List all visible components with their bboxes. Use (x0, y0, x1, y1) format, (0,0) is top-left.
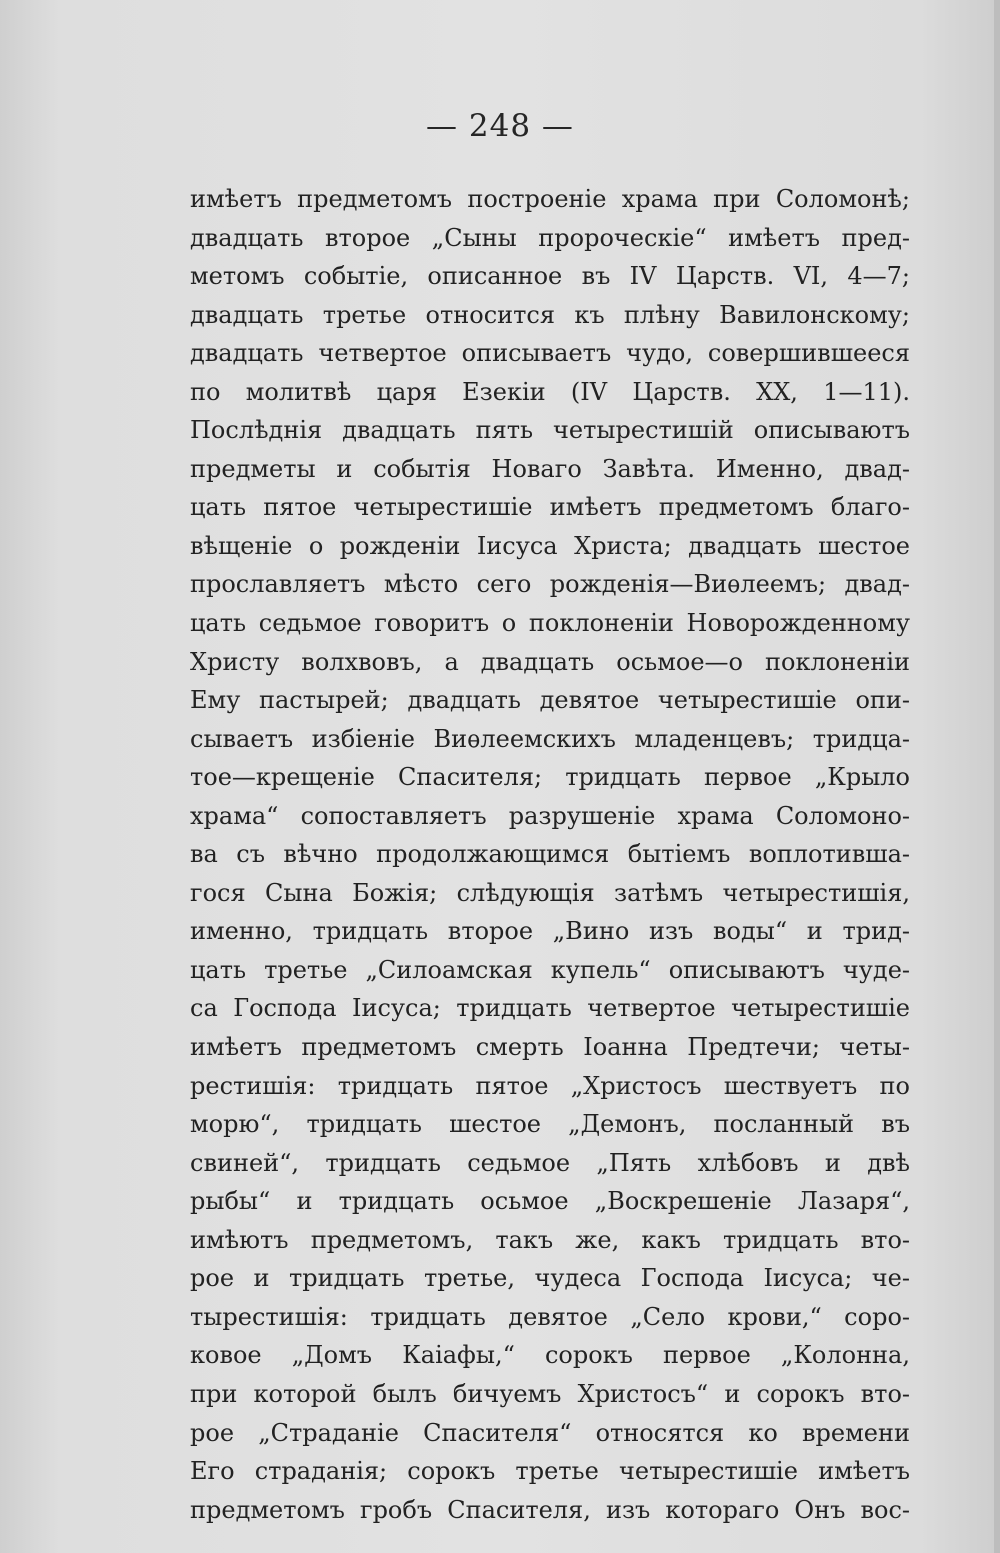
text-line: сываетъ избіеніе Виѳлеемскихъ младенцевъ; тридца- (190, 724, 910, 753)
text-line: метомъ событіе, описанное въ IV Царств. VI, 4—7; (190, 262, 910, 291)
text-line: тое—крещеніе Спасителя; тридцать первое „Крыло (190, 763, 910, 792)
text-line: двадцать третье относится къ плѣну Вавилонскому; (190, 300, 910, 329)
page-edge (994, 0, 1000, 1553)
text-line: предметы и событія Новаго Завѣта. Именно, двад- (190, 454, 910, 483)
page-number: — 248 — (426, 108, 574, 144)
text-line: рестишія: тридцать пятое „Христосъ шествуетъ по (190, 1071, 910, 1100)
text-line: морю“, тридцать шестое „Демонъ, посланный въ (190, 1110, 910, 1139)
text-line: Христу волхвовъ, а двадцать осьмое—о поклоненіи (190, 647, 910, 676)
text-line: прославляетъ мѣсто сего рожденія—Виѳлеемъ; двад- (190, 570, 910, 599)
text-line: рое „Страданіе Спасителя“ относятся ко времени (190, 1418, 910, 1447)
text-line: ковое „Домъ Каіафы,“ сорокъ первое „Колонна, (190, 1341, 910, 1370)
text-line: при которой былъ бичуемъ Христосъ“ и сорокъ вто- (190, 1379, 910, 1408)
text-line: цать пятое четырестишіе имѣетъ предметомъ благо- (190, 493, 910, 522)
body-text (190, 180, 910, 1529)
text-line: храма“ сопоставляетъ разрушеніе храма Соломоно- (190, 801, 910, 830)
text-line: тырестишія: тридцать девятое „Село крови,“ соро- (190, 1302, 910, 1331)
text-line: Ему пастырей; двадцать девятое четырестишіе опи- (190, 686, 910, 715)
text-line: ва съ вѣчно продолжающимся бытіемъ воплотивша- (190, 840, 910, 869)
text-line: двадцать четвертое описываетъ чудо, совершившееся (190, 339, 910, 368)
text-line: вѣщеніе о рожденіи Іисуса Христа; двадцать шестое (190, 531, 910, 560)
text-line: двадцать второе „Сыны пророческіе“ имѣетъ пред- (190, 223, 910, 252)
text-line: именно, тридцать второе „Вино изъ воды“ и трид- (190, 917, 910, 946)
text-line: цать третье „Силоамская купель“ описываютъ чуде- (190, 955, 910, 984)
text-line: по молитвѣ царя Езекіи (IV Царств. XX, 1—11). (190, 377, 910, 406)
text-line: имѣетъ предметомъ построеніе храма при Соломонѣ; (190, 185, 910, 213)
text-line: рыбы“ и тридцать осьмое „Воскрешеніе Лазаря“, (190, 1187, 910, 1216)
text-line: са Господа Іисуса; тридцать четвертое четырестишіе (190, 994, 910, 1023)
text-line: гося Сына Божія; слѣдующія затѣмъ четырестишія, (190, 878, 910, 907)
text-line: имѣетъ предметомъ смерть Іоанна Предтечи; четы- (190, 1033, 910, 1062)
text-line: предметомъ гробъ Спасителя, изъ котораго Онъ вос- (190, 1495, 910, 1524)
text-line: имѣютъ предметомъ, такъ же, какъ тридцать вто- (190, 1225, 910, 1254)
text-line: рое и тридцать третье, чудеса Господа Іисуса; че- (190, 1264, 910, 1293)
text-line: свиней“, тридцать седьмое „Пять хлѣбовъ и двѣ (190, 1148, 910, 1177)
text-line: цать седьмое говоритъ о поклоненіи Новорожденному (190, 609, 910, 638)
text-line: Послѣднія двадцать пять четырестишій описываютъ (190, 416, 910, 445)
text-line: Его страданія; сорокъ третье четырестишіе имѣетъ (190, 1457, 910, 1486)
